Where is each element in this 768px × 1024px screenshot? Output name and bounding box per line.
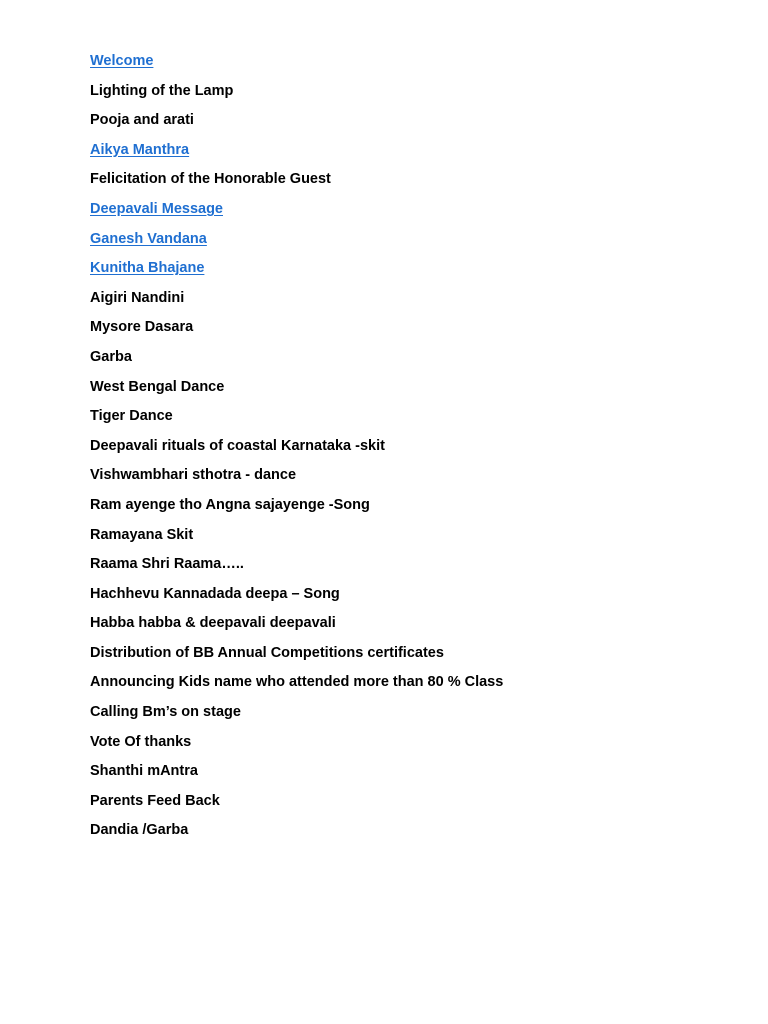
program-item: [90, 288, 503, 318]
program-item: [90, 643, 503, 673]
program-item-label: Habba habba & deepavali deepavali: [90, 615, 336, 632]
program-item-link[interactable]: Welcome: [90, 53, 154, 69]
program-item: [90, 820, 503, 850]
program-item-link[interactable]: Kunitha Bhajane: [90, 260, 205, 277]
program-item: [90, 672, 503, 702]
program-item: [90, 702, 503, 732]
program-item: [90, 613, 503, 643]
program-item-label: Hachhevu Kannadada deepa – Song: [90, 585, 340, 602]
program-item: [90, 436, 503, 466]
program-item: [90, 525, 503, 555]
program-item-label: Deepavali rituals of coastal Karnataka -skit: [90, 437, 385, 454]
program-item-label: Parents Feed Back: [90, 792, 220, 809]
program-item: [90, 495, 503, 525]
program-item[interactable]: [90, 51, 503, 81]
program-list: [90, 51, 503, 850]
program-item-label: Garba: [90, 348, 132, 365]
program-item-label: Mysore Dasara: [90, 319, 194, 336]
program-item: [90, 81, 503, 111]
program-item: [90, 347, 503, 377]
program-item: [90, 317, 503, 347]
program-item-label: Raama Shri Raama…..: [90, 556, 244, 573]
program-item-label: Shanthi mAntra: [90, 763, 198, 780]
program-item: [90, 465, 503, 495]
program-item-label: Ram ayenge tho Angna sajayenge -Song: [90, 496, 370, 513]
program-item-label: Ramayana Skit: [90, 526, 194, 543]
program-item: [90, 791, 503, 821]
program-item: [90, 554, 503, 584]
program-item-label: West Bengal Dance: [90, 378, 225, 395]
program-item: [90, 377, 503, 407]
program-item: [90, 584, 503, 614]
program-item-label: Calling Bm’s on stage: [90, 704, 241, 721]
program-item-label: Dandia /Garba: [90, 822, 189, 839]
program-item-label: Distribution of BB Annual Competitions certificates: [90, 644, 444, 661]
program-item[interactable]: [90, 140, 503, 170]
program-item[interactable]: [90, 199, 503, 229]
program-item-label: Tiger Dance: [90, 408, 173, 425]
program-item[interactable]: [90, 229, 503, 259]
program-item-label: Aigiri Nandini: [90, 289, 185, 306]
program-item: [90, 406, 503, 436]
program-item: [90, 761, 503, 791]
program-item-label: Felicitation of the Honorable Guest: [90, 171, 331, 188]
program-item-label: Lighting of the Lamp: [90, 82, 234, 99]
program-item-label: Announcing Kids name who attended more than 80 % Class: [90, 674, 504, 691]
program-item-link[interactable]: Ganesh Vandana: [90, 230, 207, 247]
program-item: [90, 110, 503, 140]
program-item: [90, 169, 503, 199]
program-item[interactable]: [90, 258, 503, 288]
program-item-link[interactable]: Aikya Manthra: [90, 141, 190, 158]
program-item-link[interactable]: Deepavali Message: [90, 200, 223, 217]
program-item-label: Pooja and arati: [90, 112, 194, 129]
program-item-label: Vishwambhari sthotra - dance: [90, 467, 297, 484]
program-item: [90, 732, 503, 762]
program-item-label: Vote Of thanks: [90, 733, 192, 750]
